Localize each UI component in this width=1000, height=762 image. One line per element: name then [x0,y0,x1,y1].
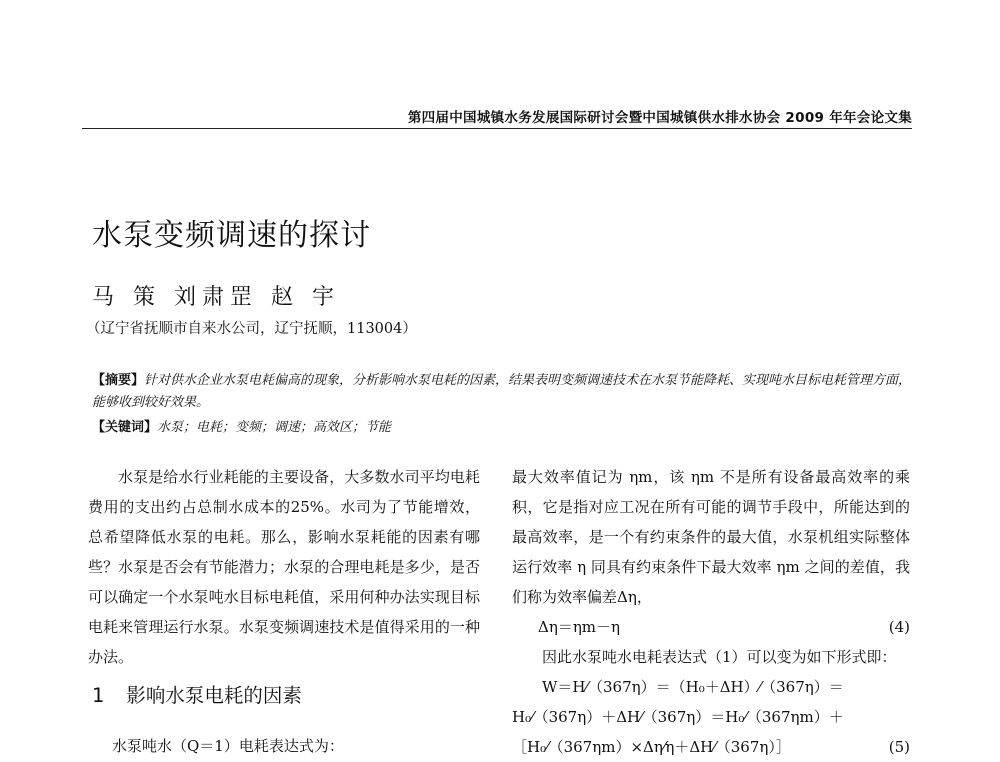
abstract-text: 针对供水企业水泵电耗偏高的现象，分析影响水泵电耗的因素，结果表明变频调速技术在水泵节能降耗、实现吨水目标电耗管理方面，能够收到较好效果。 [92,373,912,410]
equation-4 [512,612,910,642]
equation-5-number: (5) [888,738,910,756]
article-title: 水泵变频调速的探讨 [92,218,371,253]
intro-paragraph: 水泵是给水行业耗能的主要设备，大多数水司平均电耗费用的支出约占总制水成本的25%。水司为了节能增效，总希望降低水泵的电耗。那么，影响水泵耗能的因素有哪些？水泵是否会有节能潜力；水泵的合理电耗是多少，是否可以确定一个水泵吨水目标电耗值，采用何种办法实现目标电耗来管理运行水泵。水泵变频调速技术是值得采用的一种办法。 [88,468,480,666]
abstract-label: 【摘要】 [92,373,145,388]
section-title: 影响水泵电耗的因素 [126,684,302,707]
transition-paragraph: 因此水泵吨水电耗表达式（1）可以变为如下形式即： [542,648,897,666]
keywords [92,416,391,435]
equation-5-line-1: W＝H⁄（367η）＝（H₀＋ΔH）⁄（367η）＝ [542,678,844,696]
formula-intro: 水泵吨水（Q＝1）电耗表达式为： [112,737,344,755]
equation-4-body: Δη＝ηm－η [538,618,621,636]
section-number: 1 [92,684,105,707]
article-authors: 马 策 刘肃罡 赵 宇 [92,285,340,310]
right-column [512,462,910,762]
left-column [88,462,480,672]
equation-5-line-3-row [512,732,910,762]
equation-5-line-3: ［H₀⁄（367ηm）×Δη⁄η＋ΔH⁄（367η）］ [512,738,791,756]
abstract [92,370,914,414]
equation-4-number: (4) [888,618,910,636]
header-rule [82,128,912,129]
section-heading [92,680,302,708]
keywords-label: 【关键词】 [92,420,158,435]
article-affiliation: （辽宁省抚顺市自来水公司，辽宁抚顺，113004） [86,321,417,337]
running-header: 第四届中国城镇水务发展国际研讨会暨中国城镇供水排水协会 2009 年年会论文集 [407,110,912,126]
efficiency-paragraph: 最大效率值记为 ηm，该 ηm 不是所有设备最高效率的乘积，它是指对应工况在所有可能的调节手段中，所能达到的最高效率，是一个有约束条件的最大值，水泵机组实际整体运行效率 η 同具有约束条件下最大效率 ηm 之间的差值，我们称为效率偏差Δη， [512,468,910,606]
keywords-text: 水泵；电耗；变频；调速；高效区；节能 [157,420,392,435]
equation-5-line-2: H₀⁄（367η）＋ΔH⁄（367η）＝H₀⁄（367ηm）＋ [512,708,844,726]
